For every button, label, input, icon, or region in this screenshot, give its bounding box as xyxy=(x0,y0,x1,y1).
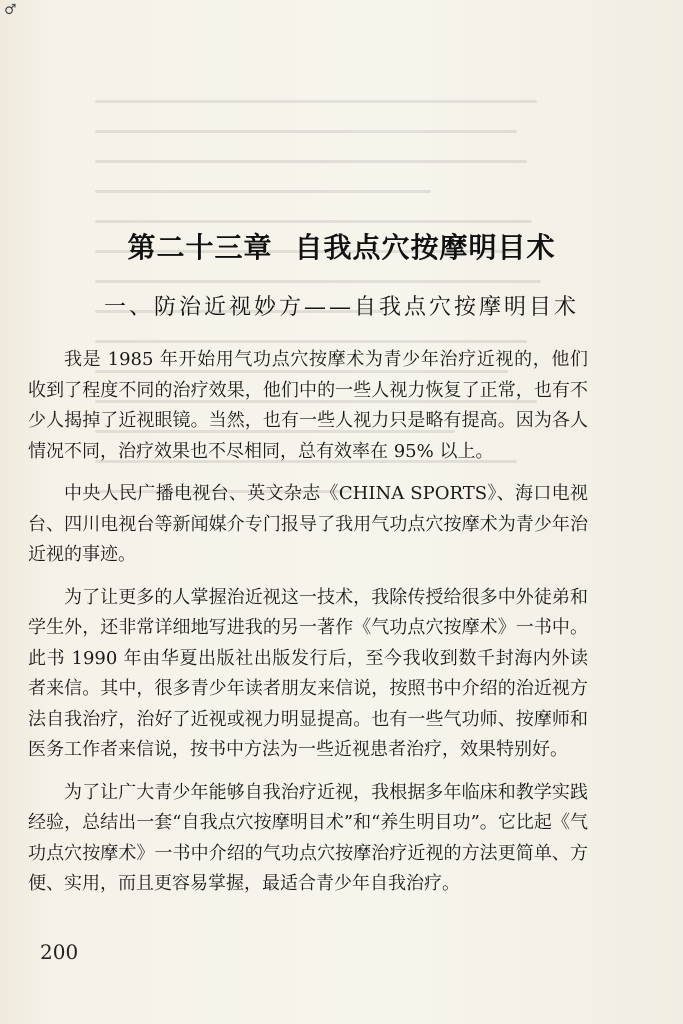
chapter-title xyxy=(0,226,683,266)
corner-mark: ♂ xyxy=(4,2,17,18)
paragraph: 为了让更多的人掌握治近视这一技术，我除传授给很多中外徒弟和学生外，还非常详细地写进我的另一著作《气功点穴按摩术》一书中。此书 1990 年由华夏出版社出版发行后，至今我收到数千封海内外读者来信。其中，很多青少年读者朋友来信说，按照书中介绍的治近视方法自我治疗，治好了近视或视力明显提高。也有一些气功师、按摩师和医务工作者来信说，按书中方法为一些近视患者治疗，效果特别好。 xyxy=(28,586,588,760)
chapter-number: 第二十三章 xyxy=(127,231,273,264)
section-title: 一、防治近视妙方——自我点穴按摩明目术 xyxy=(103,295,579,320)
paragraph: 我是 1985 年开始用气功点穴按摩术为青少年治疗近视的，他们收到了程度不同的治疗效果，他们中的一些人视力恢复了正常，也有不少人揭掉了近视眼镜。当然，也有一些人视力只是略有提高。因为各人情况不同，治疗效果也不尽相同，总有效率在 95% 以上。 xyxy=(28,349,588,462)
page-number: 200 xyxy=(40,940,79,964)
chapter-title-text: 自我点穴按摩明目术 xyxy=(294,231,556,264)
body-text xyxy=(28,345,588,912)
paragraph: 中央人民广播电视台、英文杂志《CHINA SPORTS》、海口电视台、四川电视台等新闻媒介专门报导了我用气功点穴按摩术为青少年治近视的事迹。 xyxy=(28,483,588,565)
paragraph: 为了让广大青少年能够自我治疗近视，我根据多年临床和教学实践经验，总结出一套“自我点穴按摩明目术”和“养生明目功”。它比起《气功点穴按摩术》一书中介绍的气功点穴按摩治疗近视的方法更简单、方便、实用，而且更容易掌握，最适合青少年自我治疗。 xyxy=(28,781,588,894)
